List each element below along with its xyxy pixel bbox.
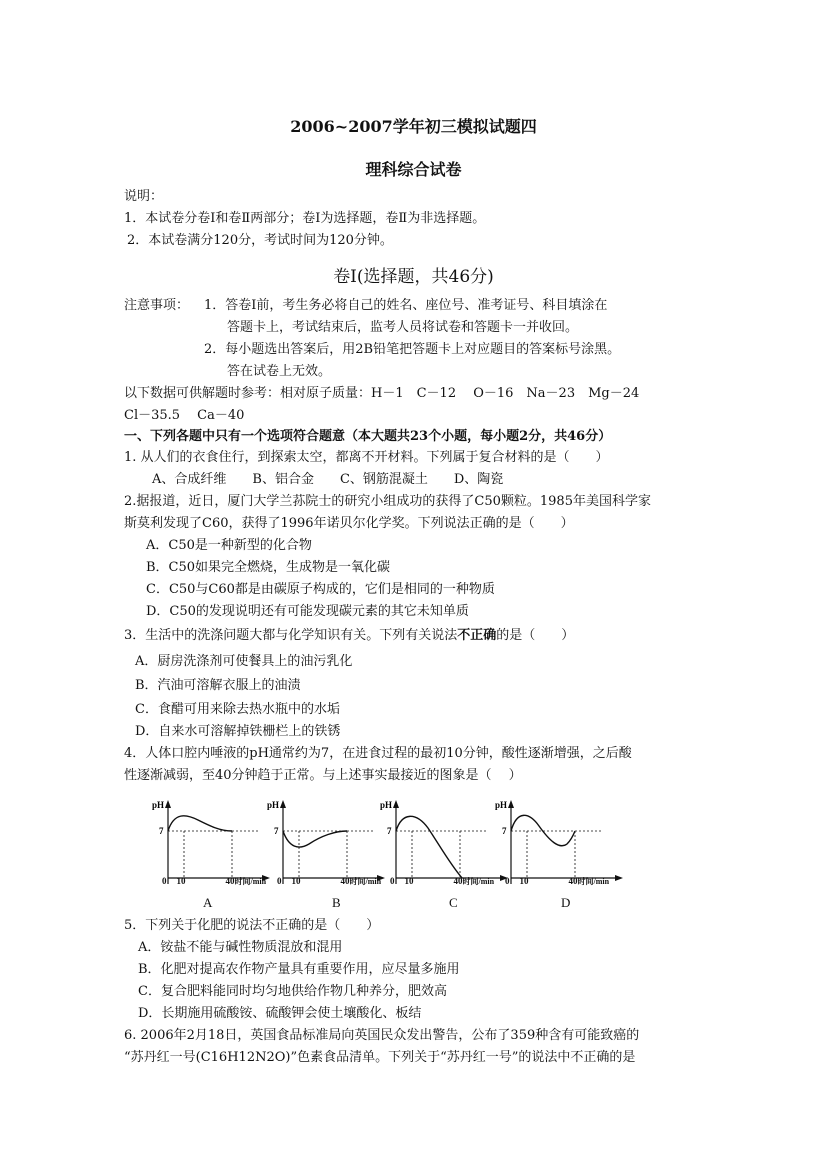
section-title: 卷Ⅰ(选择题，共46分) bbox=[333, 267, 494, 287]
graph-c-x0: 0 bbox=[390, 876, 395, 886]
graph-d-x-label: 时间/min bbox=[577, 877, 610, 886]
q3-option-b: B．汽油可溶解衣服上的油渍 bbox=[135, 678, 301, 693]
graph-a-x-ticks bbox=[162, 876, 266, 887]
graph-c-x40: 40 bbox=[453, 876, 463, 886]
graph-a-x0: 0 bbox=[162, 876, 167, 886]
graph-d-label: D bbox=[561, 895, 571, 910]
graph-b-x10: 10 bbox=[291, 876, 301, 886]
q5-option-c: C．复合肥料能同时均匀地供给作物几种养分，肥效高 bbox=[138, 984, 447, 999]
graph-c-y-label: pH bbox=[380, 800, 393, 810]
note-item-2: 2．本试卷满分120分，考试时间为120分钟。 bbox=[127, 233, 393, 248]
graph-b-x40: 40 bbox=[340, 876, 350, 886]
graph-c-label: C bbox=[449, 895, 458, 910]
attention-item-1a: 1．答卷Ⅰ前，考生务必将自己的姓名、座位号、准考证号、科目填涂在 bbox=[204, 298, 608, 313]
q4-stem-1: 4．人体口腔内唾液的pH通常约为7，在进食过程的最初10分钟，酸性逐渐增强，之后酸 bbox=[124, 746, 632, 761]
atomic-mass-line-2: Cl－35.5 Ca－40 bbox=[124, 408, 245, 423]
exam-title: 2006~2007学年初三模拟试题四 bbox=[290, 117, 537, 136]
q3-option-d: D．自来水可溶解掉铁栅栏上的铁锈 bbox=[135, 724, 341, 739]
graph-c-y-tick: 7 bbox=[387, 826, 392, 836]
graph-d-x40: 40 bbox=[568, 876, 578, 886]
graph-c-x-ticks bbox=[390, 876, 494, 887]
q4-stem-2: 性逐渐减弱，至40分钟趋于正常。与上述事实最接近的图象是（ ） bbox=[124, 768, 522, 783]
graph-a-x-label: 时间/min bbox=[234, 877, 267, 886]
q2-option-d: D．C50的发现说明还有可能发现碳元素的其它未知单质 bbox=[146, 604, 469, 619]
q5-option-b: B．化肥对提高农作物产量具有重要作用，应尽量多施用 bbox=[138, 962, 460, 977]
atomic-mass-line-1: 以下数据可供解题时参考：相对原子质量：H－1 C－12 O－16 Na－23 Mg－24 bbox=[124, 386, 640, 401]
graph-b-y-label: pH bbox=[267, 800, 280, 810]
attention-label: 注意事项： bbox=[124, 298, 190, 313]
graph-d-y-tick: 7 bbox=[502, 826, 507, 836]
q2-stem-1: 2.据报道，近日，厦门大学兰荪院士的研究小组成功的获得了C50颗粒。1985年美国科学家 bbox=[124, 494, 651, 509]
graph-b-y-tick: 7 bbox=[274, 826, 279, 836]
q3-option-c: C．食醋可用来除去热水瓶中的水垢 bbox=[135, 702, 340, 717]
q3-stem bbox=[124, 626, 574, 646]
graph-b-x-ticks bbox=[277, 876, 381, 887]
graph-b-label: B bbox=[332, 895, 341, 910]
graph-c-x10: 10 bbox=[404, 876, 414, 886]
attention-item-2a: 2．每小题选出答案后，用2B铅笔把答题卡上对应题目的答案标号涂黑。 bbox=[204, 342, 621, 357]
notes-label: 说明： bbox=[124, 189, 164, 204]
q2-option-b: B．C50如果完全燃烧，生成物是一氧化碳 bbox=[146, 560, 391, 575]
q5-option-d: D．长期施用硫酸铵、硫酸钾会使土壤酸化、板结 bbox=[138, 1006, 422, 1021]
q5-option-a: A．铵盐不能与碱性物质混放和混用 bbox=[138, 940, 343, 955]
graph-a-x40: 40 bbox=[225, 876, 235, 886]
note-item-1: 1．本试卷分卷Ⅰ和卷Ⅱ两部分；卷Ⅰ为选择题，卷Ⅱ为非选择题。 bbox=[124, 211, 486, 226]
graph-a-y-tick: 7 bbox=[159, 826, 164, 836]
graph-a-label: A bbox=[203, 895, 213, 910]
q5-stem: 5．下列关于化肥的说法不正确的是（ ） bbox=[124, 918, 380, 933]
graph-a-y-label: pH bbox=[152, 800, 165, 810]
q1-stem: 1. 从人们的衣食住行，到探索太空，都离不开材料。下列属于复合材料的是（ ） bbox=[124, 450, 609, 465]
graph-a-x10: 10 bbox=[176, 876, 186, 886]
graph-d-x0: 0 bbox=[505, 876, 510, 886]
graph-c-x-label: 时间/min bbox=[462, 877, 495, 886]
graph-b-x0: 0 bbox=[277, 876, 282, 886]
q2-option-a: A．C50是一种新型的化合物 bbox=[146, 538, 312, 553]
graph-d-x10: 10 bbox=[519, 876, 529, 886]
q2-stem-2: 斯莫利发现了C60，获得了1996年诺贝尔化学奖。下列说法正确的是（ ） bbox=[124, 516, 574, 531]
exam-subtitle: 理科综合试卷 bbox=[365, 160, 462, 179]
graph-d-y-label: pH bbox=[495, 800, 508, 810]
part-heading: 一、下列各题中只有一个选项符合题意（本大题共23个小题，每小题2分，共46分） bbox=[124, 429, 612, 444]
graph-d-x-ticks bbox=[505, 876, 609, 887]
q3-stem-post: 的是（ ） bbox=[496, 628, 575, 643]
q1-options: A、合成纤维 B、铝合金 C、钢筋混凝土 D、陶瓷 bbox=[152, 472, 504, 487]
graph-b-x-label: 时间/min bbox=[349, 877, 382, 886]
q3-stem-pre: 3．生活中的洗涤问题大都与化学知识有关。下列有关说法 bbox=[124, 628, 458, 643]
q2-option-c: C．C50与C60都是由碳原子构成的，它们是相同的一种物质 bbox=[146, 582, 495, 597]
q6-stem-1: 6. 2006年2月18日，英国食品标准局向英国民众发出警告，公布了359种含有可能致癌的 bbox=[124, 1028, 640, 1043]
attention-item-1b: 答题卡上，考试结束后，监考人员将试卷和答题卡一并收回。 bbox=[227, 320, 579, 335]
q6-stem-2: “苏丹红一号(C16H12N2O)”色素食品清单。下列关于“苏丹红一号”的说法中不正确的是 bbox=[124, 1050, 636, 1065]
attention-item-2b: 答在试卷上无效。 bbox=[227, 364, 332, 379]
q3-stem-emphasis: 不正确 bbox=[457, 628, 497, 643]
q3-option-a: A．厨房洗涤剂可使餐具上的油污乳化 bbox=[135, 654, 353, 669]
